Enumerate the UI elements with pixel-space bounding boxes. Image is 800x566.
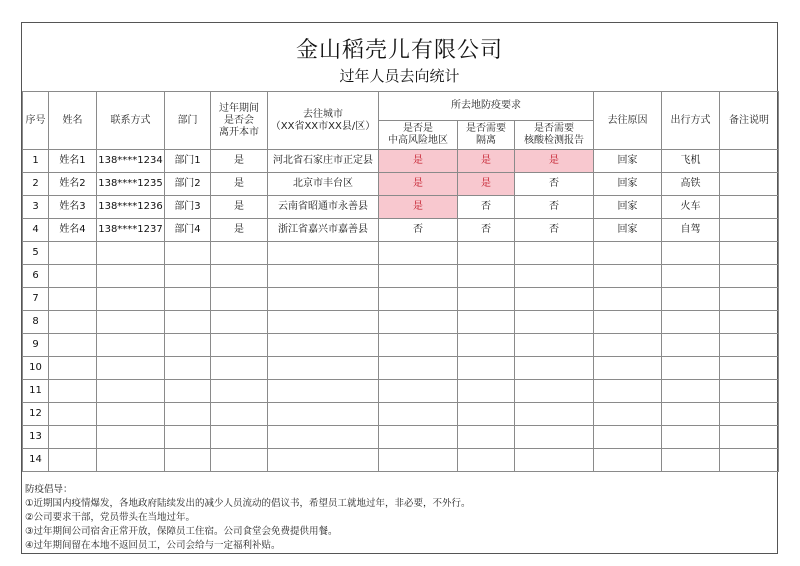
cell-travel[interactable]: 自驾 [662, 219, 720, 242]
cell-dept[interactable]: 部门1 [165, 150, 211, 173]
cell-risk[interactable] [379, 357, 458, 380]
cell-name[interactable] [49, 288, 97, 311]
cell-risk[interactable] [379, 403, 458, 426]
cell-travel[interactable] [662, 288, 720, 311]
header-notes: 备注说明 [720, 92, 779, 150]
cell-contact[interactable] [97, 426, 165, 449]
cell-travel[interactable]: 高铁 [662, 173, 720, 196]
cell-name[interactable]: 姓名1 [49, 150, 97, 173]
cell-reason[interactable]: 回家 [594, 150, 662, 173]
cell-contact[interactable] [97, 311, 165, 334]
note-item: ④过年期间留在本地不返回员工，公司会给与一定福利补贴。 [25, 540, 281, 551]
header-reason: 去往原因 [594, 92, 662, 150]
title-block [22, 23, 777, 91]
cell-travel[interactable] [662, 380, 720, 403]
header-test-line1: 是否需要 [534, 123, 575, 134]
cell-risk[interactable] [379, 311, 458, 334]
table-row [23, 311, 779, 334]
cell-city[interactable]: 浙江省嘉兴市嘉善县 [268, 219, 379, 242]
cell-quarantine[interactable] [458, 311, 515, 334]
cell-quarantine[interactable] [458, 265, 515, 288]
cell-dept[interactable] [165, 242, 211, 265]
cell-dept[interactable] [165, 311, 211, 334]
cell-city[interactable]: 北京市丰台区 [268, 173, 379, 196]
cell-notes[interactable] [720, 357, 779, 380]
cell-seq[interactable]: 2 [23, 173, 49, 196]
header-contact: 联系方式 [97, 92, 165, 150]
table-row [23, 150, 779, 173]
cell-name[interactable] [49, 426, 97, 449]
cell-quarantine[interactable] [458, 403, 515, 426]
cell-reason[interactable]: 回家 [594, 173, 662, 196]
cell-test[interactable] [515, 380, 594, 403]
cell-risk[interactable] [379, 380, 458, 403]
cell-leave[interactable] [211, 380, 268, 403]
cell-city[interactable] [268, 357, 379, 380]
cell-name[interactable] [49, 242, 97, 265]
cell-reason[interactable] [594, 357, 662, 380]
cell-reason[interactable] [594, 380, 662, 403]
cell-contact[interactable]: 138****1235 [97, 173, 165, 196]
cell-leave[interactable] [211, 265, 268, 288]
cell-travel[interactable] [662, 242, 720, 265]
cell-contact[interactable] [97, 403, 165, 426]
cell-leave[interactable] [211, 311, 268, 334]
cell-travel[interactable] [662, 426, 720, 449]
cell-quarantine[interactable]: 是 [458, 173, 515, 196]
header-test-line2: 核酸检测报告 [524, 135, 585, 146]
cell-reason[interactable] [594, 449, 662, 472]
cell-notes[interactable] [720, 449, 779, 472]
header-travel: 出行方式 [662, 92, 720, 150]
cell-quarantine[interactable] [458, 334, 515, 357]
cell-notes[interactable] [720, 288, 779, 311]
cell-contact[interactable] [97, 449, 165, 472]
cell-test[interactable] [515, 334, 594, 357]
cell-travel[interactable] [662, 357, 720, 380]
cell-dept[interactable] [165, 426, 211, 449]
cell-test[interactable] [515, 449, 594, 472]
cell-city[interactable] [268, 311, 379, 334]
cell-leave[interactable] [211, 357, 268, 380]
header-seq: 序号 [23, 92, 49, 150]
cell-leave[interactable]: 是 [211, 219, 268, 242]
cell-seq[interactable]: 7 [23, 288, 49, 311]
cell-city[interactable]: 河北省石家庄市正定县 [268, 150, 379, 173]
cell-notes[interactable] [720, 426, 779, 449]
table-row [23, 334, 779, 357]
cell-leave[interactable] [211, 426, 268, 449]
cell-travel[interactable] [662, 311, 720, 334]
cell-dept[interactable] [165, 334, 211, 357]
note-item: ②公司要求干部，党员带头在当地过年。 [25, 512, 196, 523]
table-row [23, 196, 779, 219]
header-quarantine [458, 121, 515, 150]
table-row [23, 403, 779, 426]
header-leave-line3: 离开本市 [219, 126, 259, 138]
cell-name[interactable] [49, 403, 97, 426]
table-row [23, 449, 779, 472]
header-destination [268, 92, 379, 150]
cell-name[interactable] [49, 311, 97, 334]
cell-reason[interactable] [594, 242, 662, 265]
cell-test[interactable] [515, 242, 594, 265]
table-row [23, 219, 779, 242]
cell-dept[interactable] [165, 265, 211, 288]
cell-test[interactable]: 否 [515, 173, 594, 196]
cell-notes[interactable] [720, 196, 779, 219]
cell-dept[interactable]: 部门2 [165, 173, 211, 196]
cell-leave[interactable]: 是 [211, 173, 268, 196]
table-row [23, 242, 779, 265]
header-nucleic-test [515, 121, 594, 150]
cell-leave[interactable]: 是 [211, 150, 268, 173]
cell-quarantine[interactable] [458, 288, 515, 311]
cell-seq[interactable]: 10 [23, 357, 49, 380]
cell-notes[interactable] [720, 380, 779, 403]
header-risk-area [379, 121, 458, 150]
table-row [23, 288, 779, 311]
cell-name[interactable] [49, 357, 97, 380]
cell-travel[interactable] [662, 334, 720, 357]
cell-seq[interactable]: 11 [23, 380, 49, 403]
cell-name[interactable] [49, 380, 97, 403]
sheet-subtitle: 过年人员去向统计 [339, 67, 460, 85]
header-destination-line2: （XX省XX市XX县/区） [270, 120, 376, 132]
table-row [23, 380, 779, 403]
table-row [23, 357, 779, 380]
cell-city[interactable] [268, 334, 379, 357]
cell-seq[interactable]: 1 [23, 150, 49, 173]
cell-travel[interactable] [662, 449, 720, 472]
cell-quarantine[interactable] [458, 426, 515, 449]
cell-seq[interactable]: 3 [23, 196, 49, 219]
cell-risk[interactable] [379, 265, 458, 288]
cell-test[interactable] [515, 426, 594, 449]
cell-quarantine[interactable] [458, 449, 515, 472]
cell-risk[interactable]: 是 [379, 173, 458, 196]
cell-risk[interactable]: 是 [379, 196, 458, 219]
header-quarantine-line1: 是否需要 [466, 123, 506, 134]
header-epidemic-requirements: 所去地防疫要求 [379, 92, 594, 121]
staff-travel-table [22, 91, 779, 472]
cell-reason[interactable] [594, 334, 662, 357]
cell-leave[interactable] [211, 403, 268, 426]
cell-quarantine[interactable] [458, 242, 515, 265]
cell-seq[interactable]: 14 [23, 449, 49, 472]
cell-reason[interactable] [594, 288, 662, 311]
header-leave-line1: 过年期间 [219, 102, 259, 114]
table-row [23, 426, 779, 449]
cell-travel[interactable] [662, 265, 720, 288]
cell-city[interactable] [268, 449, 379, 472]
cell-reason[interactable]: 回家 [594, 196, 662, 219]
cell-travel[interactable]: 飞机 [662, 150, 720, 173]
cell-test[interactable]: 是 [515, 150, 594, 173]
table-row [23, 265, 779, 288]
cell-contact[interactable] [97, 380, 165, 403]
cell-city[interactable] [268, 426, 379, 449]
cell-name[interactable] [49, 334, 97, 357]
cell-city[interactable] [268, 242, 379, 265]
cell-contact[interactable] [97, 357, 165, 380]
cell-risk[interactable] [379, 288, 458, 311]
cell-notes[interactable] [720, 403, 779, 426]
cell-seq[interactable]: 13 [23, 426, 49, 449]
cell-contact[interactable]: 138****1236 [97, 196, 165, 219]
cell-reason[interactable] [594, 265, 662, 288]
cell-risk[interactable] [379, 242, 458, 265]
cell-seq[interactable]: 12 [23, 403, 49, 426]
cell-seq[interactable]: 8 [23, 311, 49, 334]
cell-notes[interactable] [720, 311, 779, 334]
header-dept: 部门 [165, 92, 211, 150]
header-risk-line1: 是否是 [403, 123, 433, 134]
cell-dept[interactable] [165, 380, 211, 403]
cell-dept[interactable]: 部门3 [165, 196, 211, 219]
cell-name[interactable]: 姓名3 [49, 196, 97, 219]
cell-seq[interactable]: 6 [23, 265, 49, 288]
cell-city[interactable]: 云南省昭通市永善县 [268, 196, 379, 219]
cell-leave[interactable] [211, 449, 268, 472]
cell-leave[interactable]: 是 [211, 196, 268, 219]
cell-risk[interactable] [379, 426, 458, 449]
cell-travel[interactable] [662, 403, 720, 426]
cell-city[interactable] [268, 380, 379, 403]
cell-leave[interactable] [211, 288, 268, 311]
cell-reason[interactable] [594, 426, 662, 449]
table-row [23, 173, 779, 196]
epidemic-notes [25, 483, 471, 553]
cell-quarantine[interactable]: 否 [458, 219, 515, 242]
header-name: 姓名 [49, 92, 97, 150]
cell-seq[interactable]: 9 [23, 334, 49, 357]
note-item: ③过年期间公司宿舍正常开放，保障员工住宿。公司食堂会免费提供用餐。 [25, 526, 338, 537]
header-destination-line1: 去往城市 [303, 108, 343, 120]
cell-reason[interactable] [594, 403, 662, 426]
cell-dept[interactable]: 部门4 [165, 219, 211, 242]
cell-notes[interactable] [720, 265, 779, 288]
cell-contact[interactable] [97, 242, 165, 265]
cell-test[interactable] [515, 357, 594, 380]
cell-seq[interactable]: 5 [23, 242, 49, 265]
cell-test[interactable]: 否 [515, 196, 594, 219]
cell-dept[interactable] [165, 403, 211, 426]
cell-notes[interactable] [720, 173, 779, 196]
cell-city[interactable] [268, 403, 379, 426]
cell-risk[interactable] [379, 449, 458, 472]
cell-reason[interactable] [594, 311, 662, 334]
note-item: ①近期国内疫情爆发，各地政府陆续发出的减少人员流动的倡议书，希望员工就地过年，非必要，不外行。 [25, 498, 471, 509]
cell-contact[interactable]: 138****1234 [97, 150, 165, 173]
spreadsheet-sheet [21, 22, 778, 554]
cell-dept[interactable] [165, 288, 211, 311]
cell-contact[interactable]: 138****1237 [97, 219, 165, 242]
header-risk-line2: 中高风险地区 [388, 135, 448, 146]
cell-dept[interactable] [165, 449, 211, 472]
cell-quarantine[interactable] [458, 357, 515, 380]
cell-notes[interactable] [720, 334, 779, 357]
notes-heading: 防疫倡导： [25, 484, 73, 495]
cell-risk[interactable]: 否 [379, 219, 458, 242]
cell-quarantine[interactable]: 是 [458, 150, 515, 173]
cell-name[interactable] [49, 265, 97, 288]
cell-risk[interactable]: 是 [379, 150, 458, 173]
cell-dept[interactable] [165, 357, 211, 380]
cell-contact[interactable] [97, 288, 165, 311]
cell-contact[interactable] [97, 265, 165, 288]
cell-contact[interactable] [97, 334, 165, 357]
cell-name[interactable]: 姓名2 [49, 173, 97, 196]
cell-test[interactable] [515, 311, 594, 334]
cell-reason[interactable]: 回家 [594, 219, 662, 242]
cell-notes[interactable] [720, 242, 779, 265]
cell-risk[interactable] [379, 334, 458, 357]
cell-test[interactable] [515, 288, 594, 311]
cell-leave[interactable] [211, 242, 268, 265]
cell-notes[interactable] [720, 219, 779, 242]
header-leave-line2: 是否会 [224, 114, 254, 126]
cell-test[interactable] [515, 265, 594, 288]
cell-city[interactable] [268, 265, 379, 288]
cell-leave[interactable] [211, 334, 268, 357]
company-title: 金山稻壳儿有限公司 [295, 38, 503, 63]
cell-test[interactable]: 否 [515, 219, 594, 242]
cell-seq[interactable]: 4 [23, 219, 49, 242]
cell-name[interactable]: 姓名4 [49, 219, 97, 242]
cell-notes[interactable] [720, 150, 779, 173]
header-quarantine-line2: 隔离 [476, 135, 496, 146]
cell-travel[interactable]: 火车 [662, 196, 720, 219]
header-leave-city [211, 92, 268, 150]
cell-test[interactable] [515, 403, 594, 426]
cell-quarantine[interactable] [458, 380, 515, 403]
cell-name[interactable] [49, 449, 97, 472]
cell-city[interactable] [268, 288, 379, 311]
cell-quarantine[interactable]: 否 [458, 196, 515, 219]
